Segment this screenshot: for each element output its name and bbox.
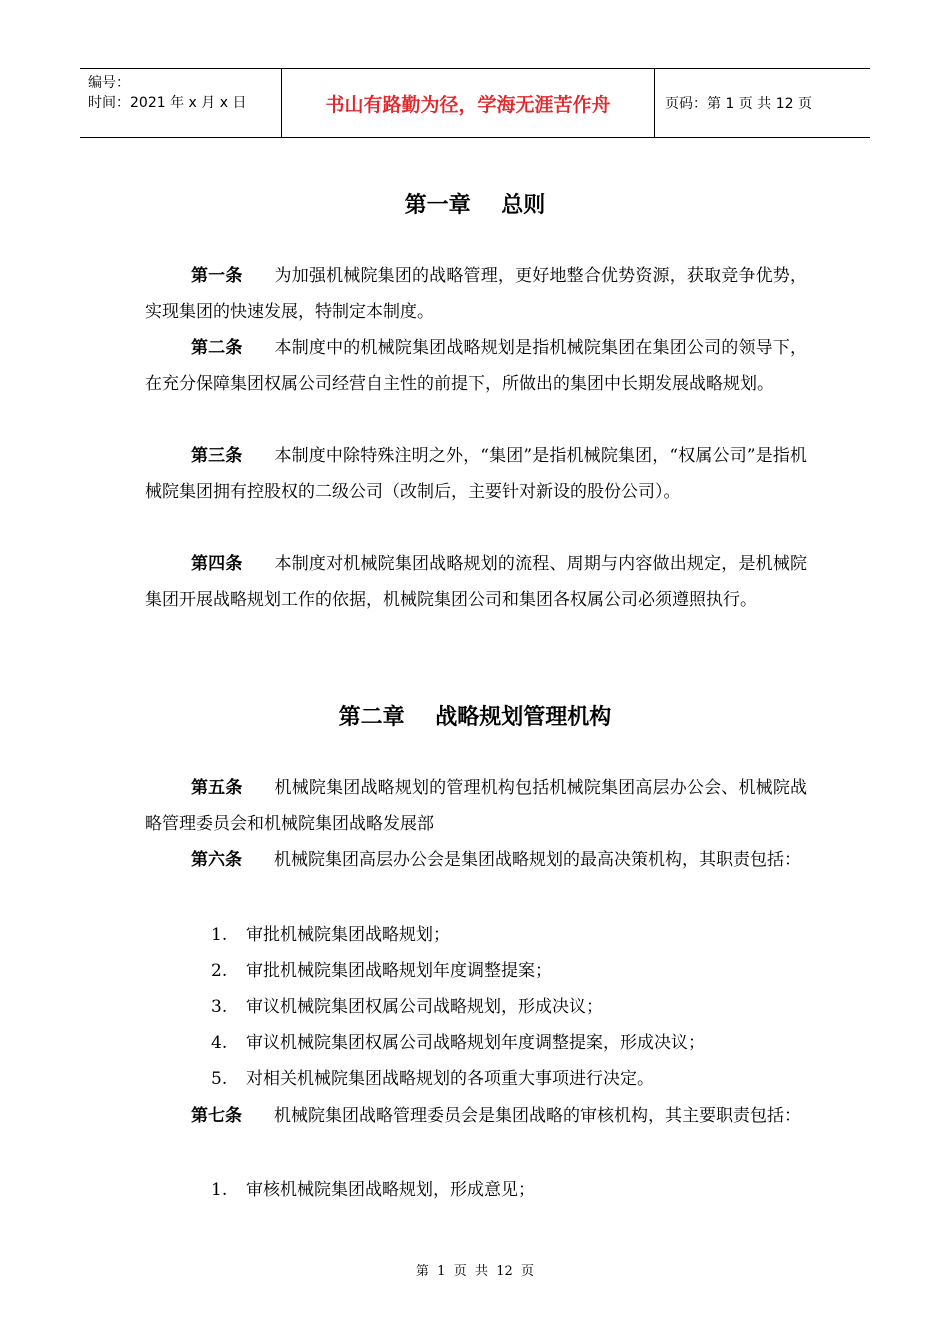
list-text: 审批机械院集团战略规划； [246,925,450,945]
list-number: 1. [211,925,228,945]
number-label: 编号： [88,75,130,91]
list-number: 3. [211,997,228,1017]
list-text: 审议机械院集团权属公司战略规划年度调整提案，形成决议； [246,1033,705,1053]
article-paragraph [145,258,807,330]
article-label: 第七条 [191,1106,242,1126]
list-text: 对相关机械院集团战略规划的各项重大事项进行决定。 [246,1069,654,1089]
article-label: 第一条 [191,266,243,286]
article-paragraph [145,1098,807,1134]
time-label: 时间：2021 年 x 月 x 日 [88,95,247,111]
article-text: 为加强机械院集团的战略管理，更好地整合优势资源，获取竞争优势，实现集团的快速发展，特制定本制度。 [145,266,807,322]
article-paragraph [145,770,807,842]
list-item [211,1061,811,1097]
header-table [80,68,870,138]
list-number: 5. [211,1069,228,1089]
page-footer: 第 1 页 共 12 页 [415,1264,535,1279]
list-item [211,953,811,989]
list-number: 4. [211,1033,228,1053]
header-motto: 书山有路勤为径，学海无涯苦作舟 [282,69,655,137]
header-page-info: 页码：第 1 页 共 12 页 [665,96,812,112]
list-number: 1. [211,1180,228,1200]
list-item [211,989,811,1025]
article-text: 机械院集团战略规划的管理机构包括机械院集团高层办公会、机械院战略管理委员会和机械院集团战略发展部 [145,778,807,834]
list-text: 审核机械院集团战略规划，形成意见； [246,1180,535,1200]
list-text: 审批机械院集团战略规划年度调整提案； [246,961,552,981]
article-paragraph [145,438,807,510]
article-text: 本制度中的机械院集团战略规划是指机械院集团在集团公司的领导下，在充分保障集团权属公司经营自主性的前提下，所做出的集团中长期发展战略规划。 [145,338,807,394]
article-label: 第四条 [191,554,243,574]
article-label: 第三条 [191,446,243,466]
list-item [211,917,811,953]
list-number: 2. [211,961,228,981]
chapter-title: 第一章 总则 [404,193,546,218]
article-label: 第二条 [191,338,243,358]
chapter-title: 第二章 战略规划管理机构 [338,705,612,730]
article-paragraph [145,330,807,402]
list-item [211,1172,811,1208]
article-paragraph [145,842,807,878]
article-text: 本制度对机械院集团战略规划的流程、周期与内容做出规定，是机械院集团开展战略规划工作的依据，机械院集团公司和集团各权属公司必须遵照执行。 [145,554,807,610]
list-item [211,1025,811,1061]
article-label: 第六条 [191,850,242,870]
article-label: 第五条 [191,778,243,798]
header-meta [80,69,282,137]
article-text: 机械院集团高层办公会是集团战略规划的最高决策机构，其职责包括： [274,850,801,870]
article-text: 机械院集团战略管理委员会是集团战略的审核机构，其主要职责包括： [274,1106,801,1126]
article-paragraph [145,546,807,618]
article-text: 本制度中除特殊注明之外，“集团”是指机械院集团，“权属公司”是指机械院集团拥有控股权的二级公司（改制后，主要针对新设的股份公司）。 [145,446,808,502]
list-text: 审议机械院集团权属公司战略规划，形成决议； [246,997,603,1017]
